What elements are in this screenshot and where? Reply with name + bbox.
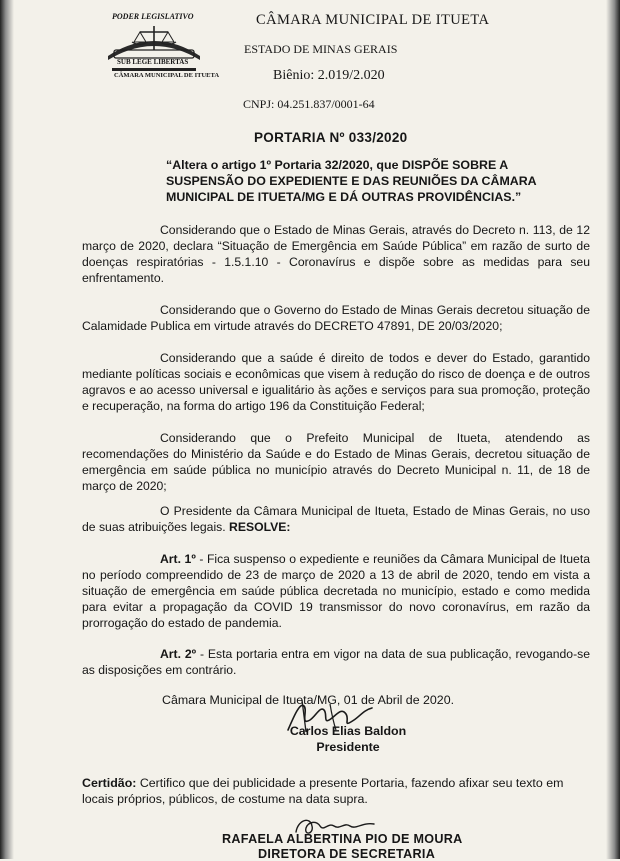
certidao-text: Certifico que dei publicidade a presente Portaria, fazendo afixar seu texto em locais próprios, públicos, de costume na data supra. <box>82 776 564 806</box>
preambulo <box>82 503 590 535</box>
considerando-4: Considerando que o Prefeito Municipal de Itueta, atendendo as recomendações do Ministério da Saúde e do Estado de Minas Gerais, decretou situação de emergência em saúde pública no município através do Decreto Municipal n. 11, de 18 de março de 2020; <box>82 431 590 493</box>
crest-bottom-text: CÂMARA MUNICIPAL DE ITUETA <box>114 72 220 79</box>
article-2 <box>82 646 590 678</box>
state-name: ESTADO DE MINAS GERAIS <box>244 42 398 56</box>
article-1 <box>82 551 590 631</box>
article-1-text: - Fica suspenso o expediente e reuniões da Câmara Municipal de Itueta no período compreendido de 23 de março de 2020 a 13 de abril de 2020, tendo em vista a situação de emergência em saúde pública decretada no município, estado e como medida para evitar a propagação da COVID 19 transmissor do novo coronavírus, em razão da prorrogação do estado de pandemia. <box>82 552 591 630</box>
resolve-label: RESOLVE: <box>229 520 291 534</box>
biennium: Biênio: 2.019/2.020 <box>273 68 385 83</box>
signer-name: Carlos Elias Baldon <box>289 724 407 738</box>
place-date: Câmara Municipal de Itueta/MG, 01 de Abril de 2020. <box>162 693 455 707</box>
secretary-name: RAFAELA ALBERTINA PIO DE MOURA <box>222 832 463 846</box>
institution-name: CÂMARA MUNICIPAL DE ITUETA <box>256 12 490 28</box>
preambulo-text: O Presidente da Câmara Municipal de Itueta, Estado de Minas Gerais, no uso de suas atribuições legais. <box>82 504 590 534</box>
considerando-1: Considerando que o Estado de Minas Gerais, através do Decreto n. 113, de 12 março de 2020, declara “Situação de Emergência em Saúde Pública” em razão de surto de doenças respiratórias - 1.5.1.10 - Coronavírus e dispõe sobre as medidas para seu enfrentamento. <box>82 223 590 285</box>
certidao-label: Certidão: <box>82 776 137 790</box>
chamber-crest-logo <box>104 12 220 94</box>
considerando-3: Considerando que a saúde é direito de todos e dever do Estado, garantido mediante políticas sociais e econômicas que visem à redução do risco de doença e de outros agravos e ao acesso universal e igualitário às ações e serviços para sua promoção, proteção e recuperação, na forma do artigo 196 da Constituição Federal; <box>82 351 590 413</box>
page-title: PORTARIA Nº 033/2020 <box>254 130 408 145</box>
crest-motto: SUB LEGE LIBERTAS <box>117 58 189 66</box>
signer-role: Presidente <box>316 740 380 754</box>
scan-left-edge <box>0 0 14 859</box>
article-2-text: - Esta portaria entra em vigor na data de sua publicação, revogando-se as disposições em contrário. <box>82 647 591 677</box>
article-1-label: Art. 1º <box>160 552 196 566</box>
crest-emblem-icon <box>104 12 204 94</box>
article-2-label: Art. 2º <box>160 647 197 661</box>
scan-right-edge <box>606 0 620 859</box>
crest-top-text: PODER LEGISLATIVO <box>112 12 194 21</box>
certidao <box>82 775 590 807</box>
secretary-role: DIRETORA DE SECRETARIA <box>258 847 436 861</box>
cnpj: CNPJ: 04.251.837/0001-64 <box>243 97 375 111</box>
ementa: “Altera o artigo 1º Portaria 32/2020, que DISPÕE SOBRE A SUSPENSÃO DO EXPEDIENTE E DAS REUNIÕES DA CÂMARA MUNICIPAL DE ITUETA/MG E DÁ OUTRAS PROVIDÊNCIAS.” <box>166 158 537 204</box>
considerando-2: Considerando que o Governo do Estado de Minas Gerais decretou situação de Calamidade Publica em virtude através do DECRETO 47891, DE 20/03/2020; <box>82 303 590 333</box>
